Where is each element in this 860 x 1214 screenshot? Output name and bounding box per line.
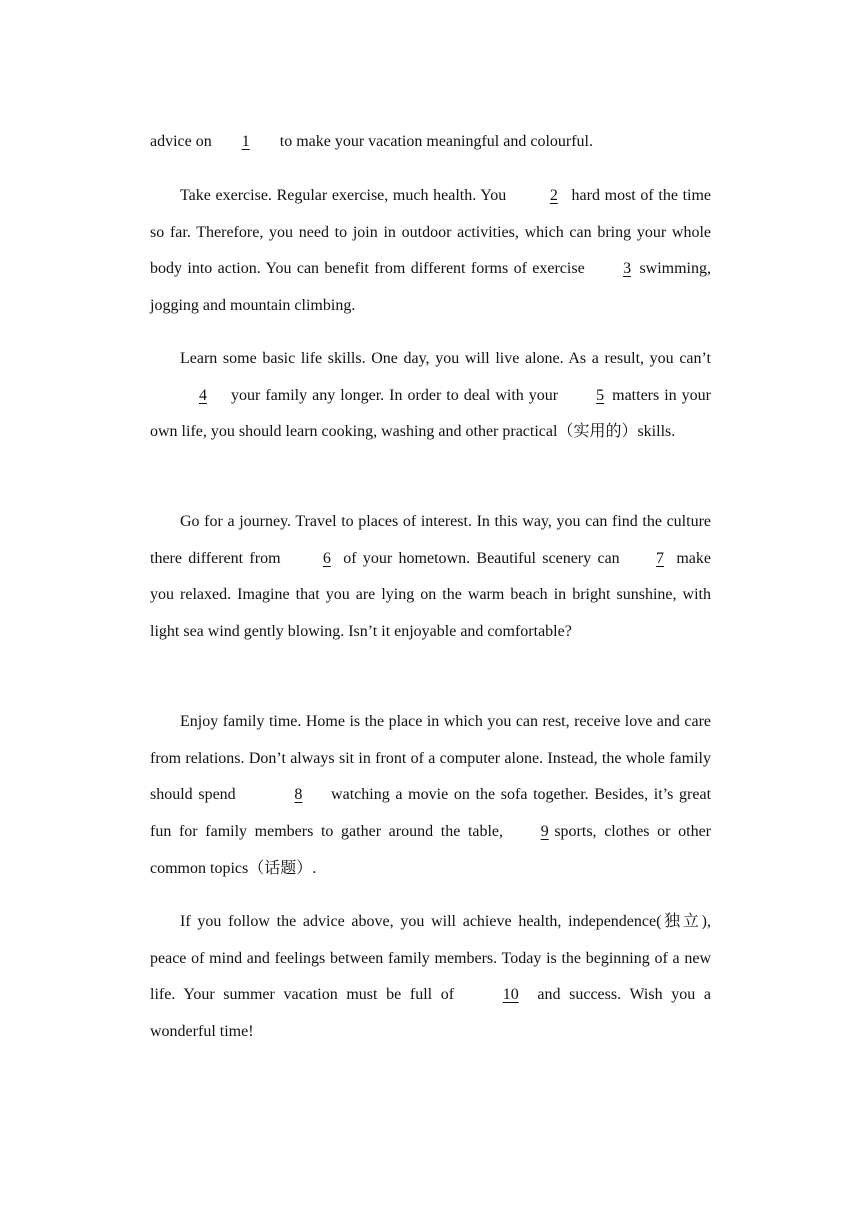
blank-9[interactable]: 9 <box>540 823 549 841</box>
paragraph-intro-tail <box>150 124 711 161</box>
text-segment: swimming, jogging and mountain climbing. <box>150 260 712 315</box>
paragraph-exercise <box>150 178 711 325</box>
blank-1[interactable]: 1 <box>241 133 250 150</box>
blank-4[interactable]: 4 <box>199 386 207 404</box>
text-segment: matters in your own life, you should learn cooking, washing and other practical（实用的）skills. <box>150 386 712 441</box>
blank-8[interactable]: 8 <box>294 786 303 804</box>
text-segment: Enjoy family time. Home is the place in which you can rest, receive love and care from relations. Don’t always sit in front of a computer alone. Instead, the whole family should spend <box>150 713 711 804</box>
paragraph-life-skills <box>150 341 711 451</box>
paragraph-journey <box>150 504 711 651</box>
blank-2[interactable]: 2 <box>549 187 558 204</box>
text-segment: hard most of the time so far. Therefore, you need to join in outdoor activities, which can bring your whole body into action. You can benefit from different forms of exercise <box>150 187 712 278</box>
blank-6[interactable]: 6 <box>322 549 331 567</box>
text-segment: watching a movie on the sofa together. Besides, it’s great fun for family members to gather around the table, <box>150 786 712 841</box>
text-segment: Learn some basic life skills. One day, you will live alone. As a result, you can’t <box>180 350 711 367</box>
paragraph-conclusion <box>150 904 711 1051</box>
text-segment: make you relaxed. Imagine that you are lying on the warm beach in bright sunshine, with light sea wind gently blowing. Isn’t it enjoyable and comfortable? <box>150 549 711 641</box>
blank-10[interactable]: 10 <box>502 986 519 1004</box>
text-segment: and success. Wish you a wonderful time! <box>150 986 712 1041</box>
text-segment: of your hometown. Beautiful scenery can <box>336 549 627 567</box>
text-segment: your family any longer. In order to deal with your <box>226 386 564 404</box>
text-segment: Take exercise. Regular exercise, much health. You <box>180 187 511 204</box>
text-segment: sports, clothes or other common topics（话题）. <box>150 823 712 877</box>
blank-7[interactable]: 7 <box>656 549 665 567</box>
text-segment: Go for a journey. Travel to places of interest. In this way, you can find the culture there different from <box>150 513 711 567</box>
paragraph-family-time <box>150 704 711 888</box>
text-segment: advice on <box>150 133 216 150</box>
blank-3[interactable]: 3 <box>623 260 632 278</box>
blank-5[interactable]: 5 <box>596 386 605 404</box>
text-segment: to make your vacation meaningful and colourful. <box>275 133 593 150</box>
text-segment: If you follow the advice above, you will achieve health, independence(独立), peace of mind and feelings between family members. Today is the beginning of a new life. Your summer vacation must be full of <box>150 913 711 1004</box>
